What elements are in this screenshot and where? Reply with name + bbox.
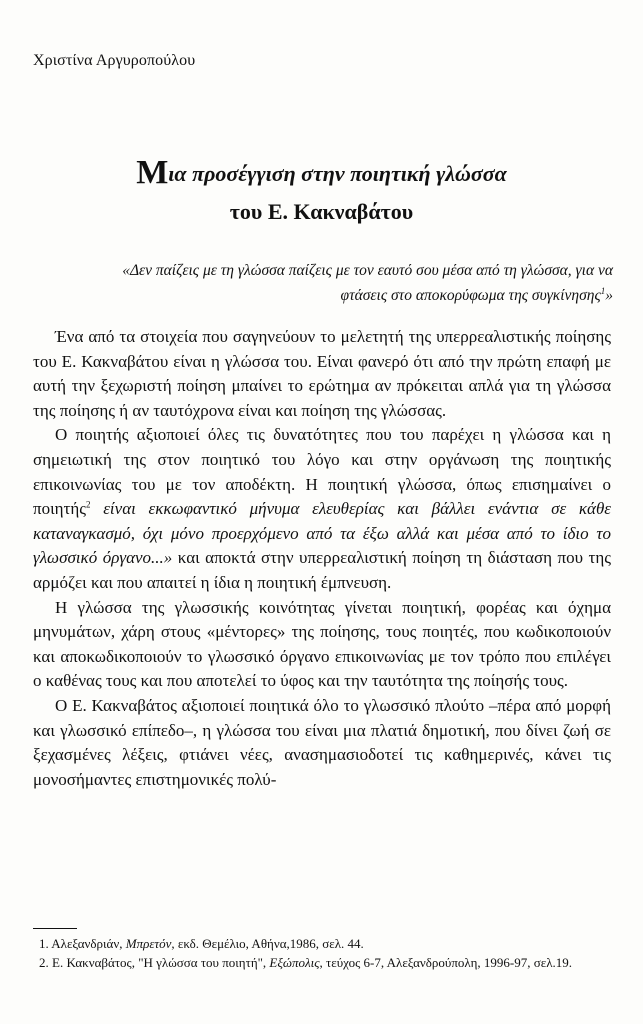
article-title-line-1: [0, 156, 643, 191]
footnote-1-part-a: 1. Αλεξανδριάν,: [39, 936, 123, 951]
footnote-2: [33, 953, 611, 972]
article-title-line-2: του Ε. Κακναβάτου: [229, 199, 414, 224]
footnote-2-part-b: , τεύχος 6-7, Αλεξανδρούπολη, 1996-97, σελ.19.: [319, 955, 572, 970]
footnote-ref-2: 2: [86, 499, 91, 510]
paragraph-4: Ο Ε. Κακναβάτος αξιοποιεί ποιητικά όλο το γλωσσικό πλούτο –πέρα από μορφή και γλωσσικό επίπεδο–, η γλώσσα του είναι μια πλατιά δημοτική, που δίνει ζωή σε ξεχασμένες λέξεις, φτιάνει νέες, ανασημασιοδοτεί τις καθημερινές, κάνει τις μονοσήμαντες επιστημονικές πολύ-: [33, 695, 611, 789]
paragraph-2-part-b: και αποκτά στην υπερρεαλιστική ποίηση τη διάσταση που της αρμόζει και που απαιτεί η ίδια η ποιητική έμπνευση.: [33, 548, 612, 592]
title-line-1-text: ια προσέγγιση στην ποιητική γλώσσα: [168, 161, 507, 186]
footnote-ref-1: 1: [600, 285, 606, 296]
footnotes: [33, 934, 611, 972]
epigraph: [93, 258, 613, 308]
footnote-divider: [33, 928, 77, 929]
running-header-author: Χριστίνα Αργυροπούλου: [33, 52, 196, 69]
paragraph-2-quote: είναι εκκωφαντικό μήνυμα ελευθερίας και βάλλει ενάντια σε κάθε καταναγκασμό, όχι μόνο προερχόμενο από τα έξω αλλά και μέσα από το ίδιο το γλωσσικό όργανο...»: [33, 499, 611, 568]
title-dropcap: Μ: [136, 154, 169, 191]
epigraph-text: «Δεν παίζεις με τη γλώσσα παίζεις με τον εαυτό σου μέσα από τη γλώσσα, για να φτάσεις στο αποκορύφωμα της συγκίνησης: [122, 262, 613, 304]
paragraph-3: Η γλώσσα της γλωσσικής κοινότητας γίνεται ποιητική, φορέας και όχημα μηνυμάτων, χάρη στους «μέντορες» της ποίησης, τους ποιητές, που κωδικοποιούν και αποκωδικοποιούν το γλωσσικό όργανο επικοινωνίας με τον τρόπο που επιλέγει ο καθένας τους και που αποτελεί το ύφος και την ταυτότητα της ποίησής τους.: [33, 597, 611, 691]
paragraph-1: Ένα από τα στοιχεία που σαγηνεύουν το μελετητή της υπερρεαλιστικής ποίησης του Ε. Κακναβάτου είναι η γλώσσα του. Είναι φανερό ότι από την πρώτη επαφή με αυτή την ξεχωριστή ποίηση μπαίνει το ερώτημα αν πρόκειται απλά για τη γλώσσα της ποίησης ή αν ταυτόχρονα είναι και ποίηση της γλώσσας.: [33, 327, 611, 420]
footnote-1-title: Μπρετόν: [125, 936, 172, 951]
footnote-1-part-b: , εκδ. Θεμέλιο, Αθήνα,1986, σελ. 44.: [171, 936, 364, 951]
footnote-2-part-a: 2. Ε. Κακναβάτος, "Η γλώσσα του ποιητή",: [39, 955, 267, 970]
epigraph-close: »: [605, 287, 613, 304]
footnote-2-journal: Εξώπολις: [269, 955, 320, 970]
paragraph-2-part-a: Ο ποιητής αξιοποιεί όλες τις δυνατότητες που του παρέχει η γλώσσα και η σημειωτική της στον ποιητικό του λόγο και στην οργάνωση της ποιητικής επικοινωνίας του με τον αποδέκτη. Η ποιητική γλώσσα, όπως επισημαίνει ο ποιητής: [33, 425, 611, 519]
article-body: [33, 325, 611, 792]
paragraph-2: [33, 423, 611, 595]
footnote-1: [33, 934, 611, 953]
